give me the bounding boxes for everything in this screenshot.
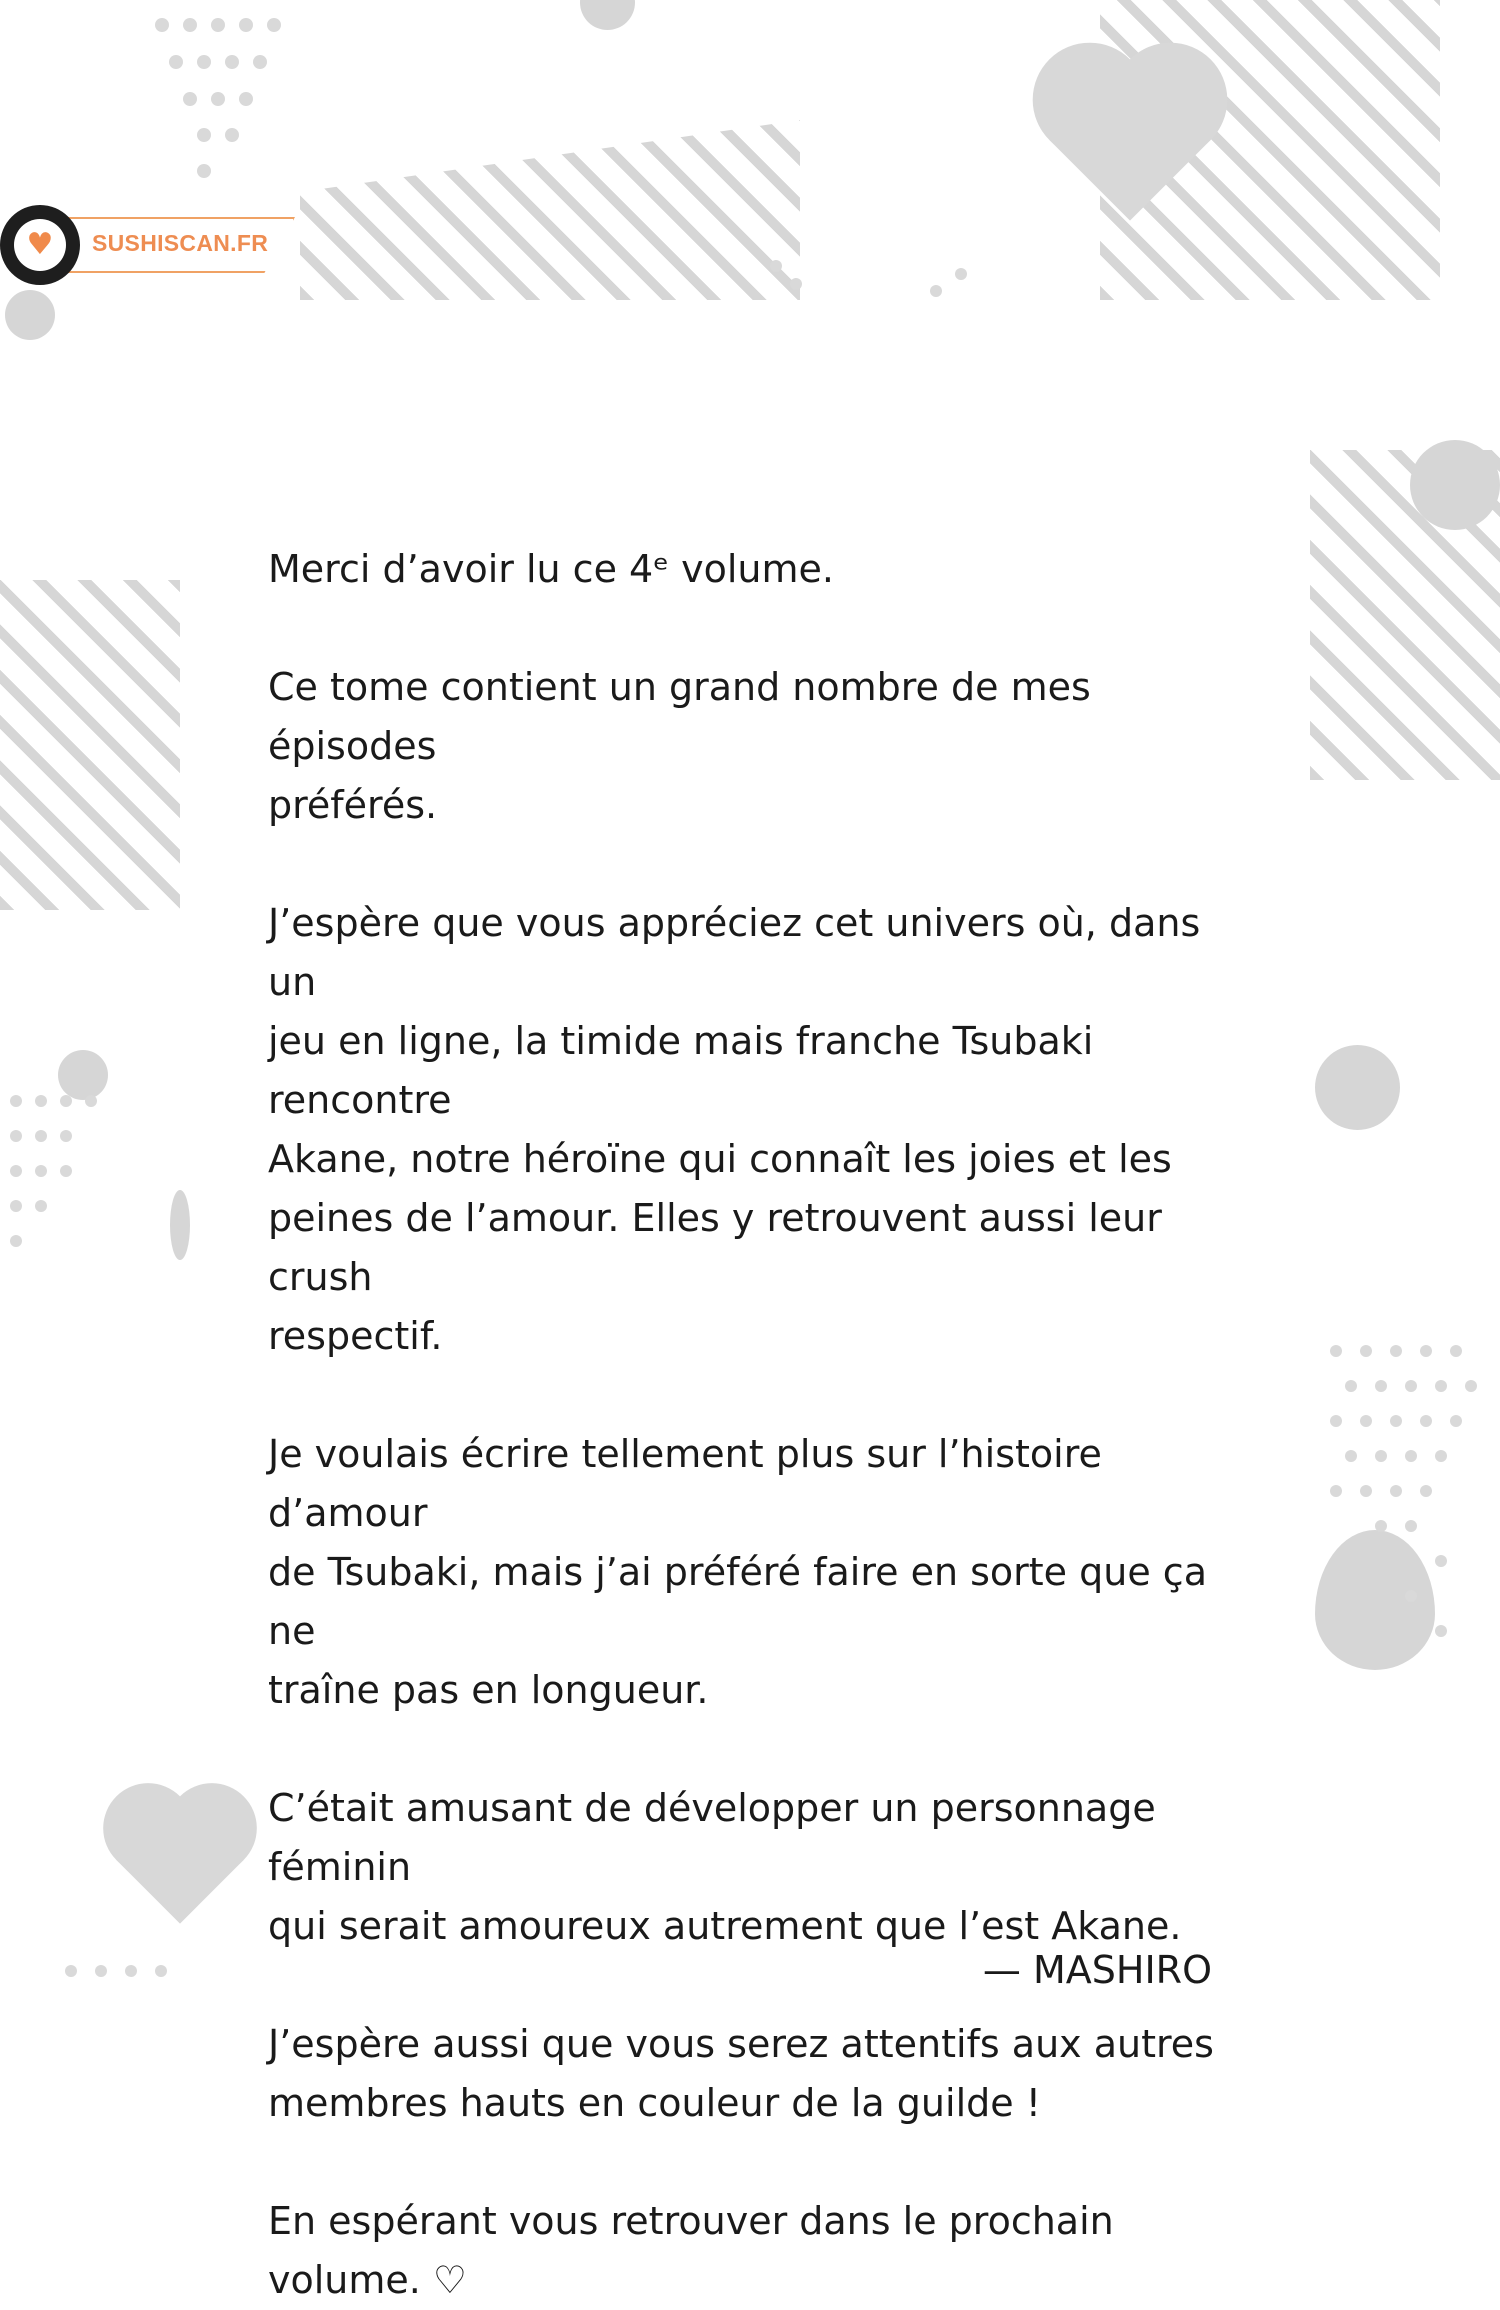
circle-shape (58, 1050, 108, 1100)
circle-shape (1315, 1530, 1435, 1670)
afterword-letter (268, 540, 1248, 2310)
letter-paragraph-3: J’espère que vous appréciez cet univers où, dans un jeu en ligne, la timide mais franche Tsubaki rencontre Akane, notre héroïne qui connaît les joies et les peines de l’amour. Elles y retrouvent aussi leur crush respectif. (268, 901, 1201, 1358)
circle-shape (580, 0, 635, 30)
heart-icon: ♥ (14, 219, 66, 271)
author-signature: — MASHIRO (982, 1948, 1212, 1992)
letter-paragraph-6: J’espère aussi que vous serez attentifs aux autres membres hauts en couleur de la guilde ! (268, 2022, 1214, 2125)
letter-paragraph-5: C’était amusant de développer un personnage féminin qui serait amoureux autrement que l’est Akane. (268, 1786, 1182, 1948)
site-logo[interactable] (0, 205, 300, 285)
heart-icon (116, 1796, 243, 1923)
letter-paragraph-7: En espérant vous retrouver dans le prochain volume. ♡ (268, 2199, 1114, 2302)
circle-shape (170, 1190, 190, 1260)
circle-shape (1410, 440, 1500, 530)
letter-paragraph-1: Merci d’avoir lu ce 4ᵉ volume. (268, 547, 834, 591)
logo-badge (0, 205, 80, 285)
logo-text: SUSHISCAN.FR (92, 230, 269, 256)
letter-paragraph-4: Je voulais écrire tellement plus sur l’histoire d’amour de Tsubaki, mais j’ai préféré faire en sorte que ça ne traîne pas en longueur. (268, 1432, 1207, 1712)
circle-shape (5, 290, 55, 340)
circle-shape (1315, 1045, 1400, 1130)
letter-paragraph-2: Ce tome contient un grand nombre de mes épisodes préférés. (268, 665, 1091, 827)
heart-icon (1049, 59, 1210, 220)
